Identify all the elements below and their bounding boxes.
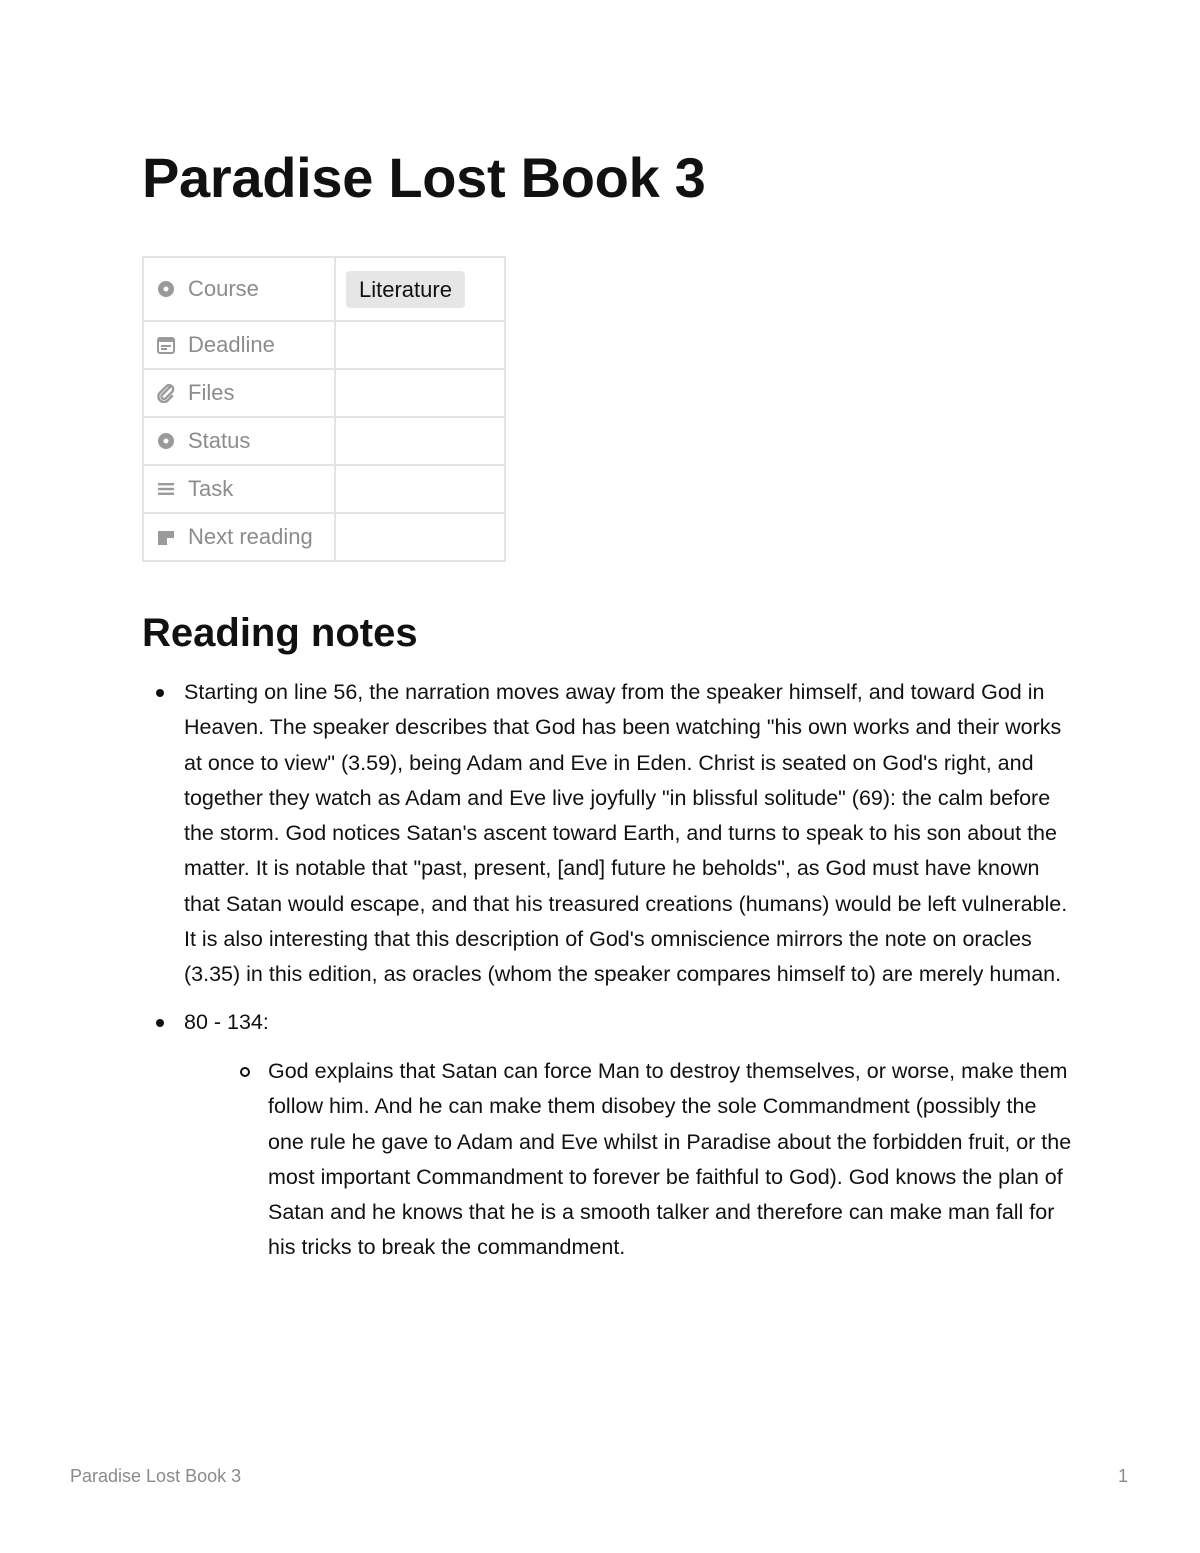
property-label-status: Status	[188, 428, 251, 453]
property-value-next-reading[interactable]	[335, 513, 505, 561]
property-row-status	[143, 417, 505, 465]
page-number: 1	[1118, 1466, 1129, 1486]
property-row-course	[143, 257, 505, 321]
property-label-deadline: Deadline	[188, 332, 275, 357]
reading-notes-list	[142, 675, 1072, 1266]
page-icon	[156, 527, 176, 547]
paperclip-icon	[156, 383, 176, 403]
property-label-task: Task	[188, 476, 234, 501]
property-row-deadline	[143, 321, 505, 369]
properties-table	[142, 256, 506, 562]
section-heading-reading-notes: Reading notes	[142, 611, 418, 655]
list-item-text: Starting on line 56, the narration moves away from the speaker himself, and toward God in Heaven. The speaker describes that God has been watching "his own works and their works at once to view" (3.59), being Adam and Eve in Eden. Christ is seated on God's right, and together they watch as Adam and Eve live joyfully "in blissful solitude" (69): the calm before the storm. God notices Satan's ascent toward Earth, and turns to speak to his son about the matter. It is notable that "past, present, [and] future he beholds", as God must have known that Satan would escape, and that his treasured creations (humans) would be left vulnerable. It is also interesting that this description of God's omniscience mirrors the note on oracles (3.35) in this edition, as oracles (whom the speaker compares himself to) are merely human.	[184, 680, 1068, 987]
circle-dot-icon	[156, 279, 176, 299]
property-label-next-reading: Next reading	[188, 524, 313, 549]
property-value-course[interactable]	[335, 257, 505, 321]
property-label-files: Files	[188, 380, 235, 405]
nested-list-item-text: God explains that Satan can force Man to destroy themselves, or worse, make them follow him. And he can make them disobey the sole Commandment (possibly the one rule he gave to Adam and Eve whilst in Paradise about the forbidden fruit, or the most important Commandment to forever be faithful to God). God knows the plan of Satan and he knows that he is a smooth talker and therefore can make man fall for his tricks to break the commandment.	[268, 1058, 1072, 1260]
property-value-task[interactable]	[335, 465, 505, 513]
footer-title: Paradise Lost Book 3	[70, 1466, 242, 1486]
hollow-bullet-icon	[240, 1067, 250, 1077]
property-label-course: Course	[188, 276, 259, 301]
calendar-icon	[156, 335, 176, 355]
page-title: Paradise Lost Book 3	[142, 146, 706, 209]
course-tag: Literature	[346, 271, 465, 308]
property-row-files	[143, 369, 505, 417]
property-value-files[interactable]	[335, 369, 505, 417]
nested-list-item	[226, 1054, 1072, 1266]
property-value-status[interactable]	[335, 417, 505, 465]
text-lines-icon	[156, 479, 176, 499]
bullet-icon	[156, 689, 164, 697]
circle-dot-icon	[156, 431, 176, 451]
property-value-deadline[interactable]	[335, 321, 505, 369]
property-row-next-reading	[143, 513, 505, 561]
nested-list	[184, 1054, 1072, 1266]
list-item-text: 80 - 134:	[184, 1009, 269, 1034]
bullet-icon	[156, 1019, 164, 1027]
list-item	[142, 675, 1072, 993]
property-row-task	[143, 465, 505, 513]
list-item	[142, 1005, 1072, 1266]
